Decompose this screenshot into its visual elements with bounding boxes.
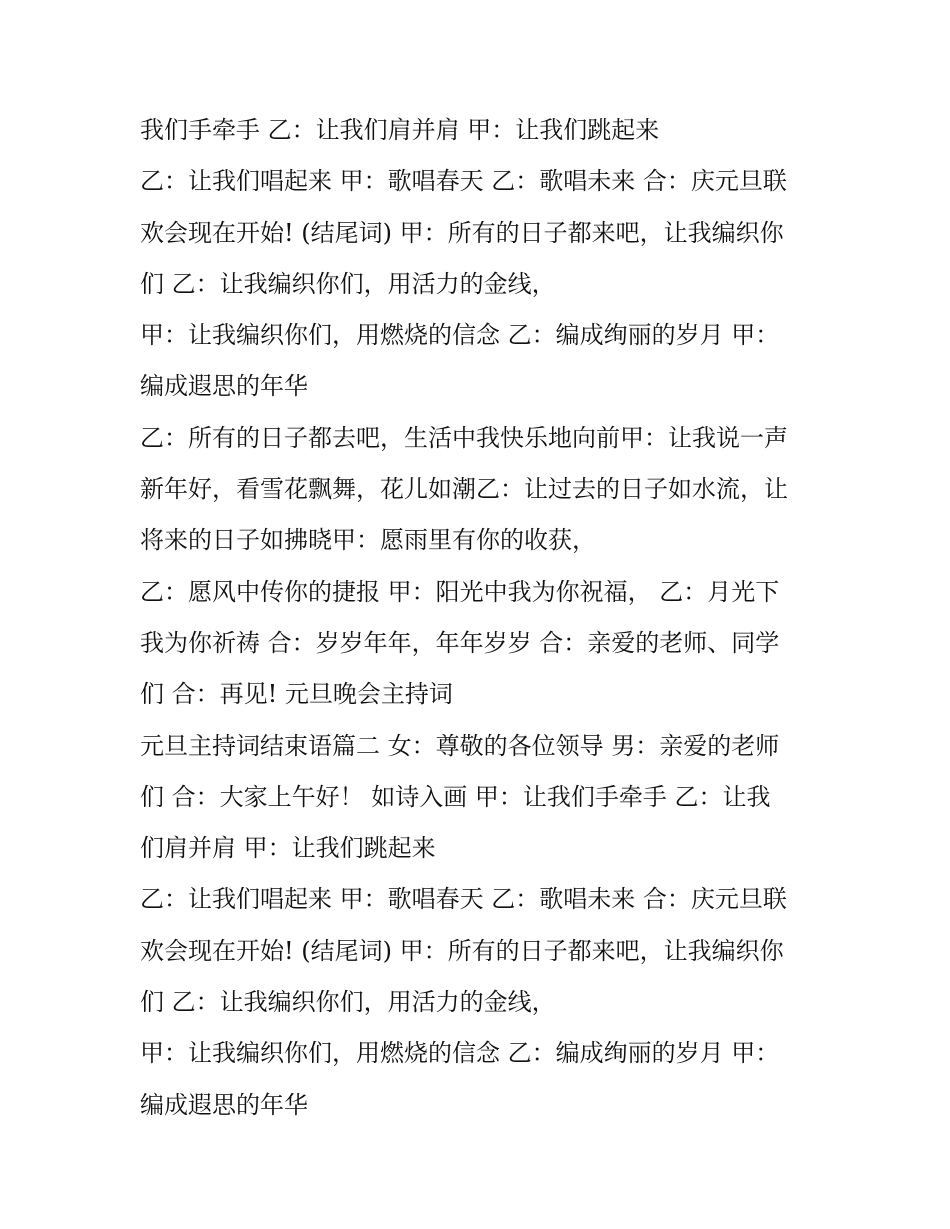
text-line: 们 乙：让我编织你们，用活力的金线， <box>140 269 556 298</box>
text-line: 欢会现在开始! (结尾词) 甲：所有的日子都来吧，让我编织你 <box>140 936 784 965</box>
document-body <box>140 110 830 1136</box>
text-line: 甲：让我编织你们，用燃烧的信念 乙：编成绚丽的岁月 甲： <box>140 1039 780 1068</box>
text-line: 乙：所有的日子都去吧，生活中我快乐地向前甲：让我说一声 <box>140 423 788 452</box>
text-line: 们 合：大家上午好！ 如诗入画 甲：让我们手牵手 乙：让我 <box>140 782 771 811</box>
text-line: 我们手牵手 乙：让我们肩并肩 甲：让我们跳起来 <box>140 116 660 144</box>
text-line: 将来的日子如拂晓甲：愿雨里有你的收获， <box>140 526 596 555</box>
text-line: 甲：让我编织你们，用燃烧的信念 乙：编成绚丽的岁月 甲： <box>140 321 780 350</box>
text-line: 们肩并肩 甲：让我们跳起来 <box>140 834 436 863</box>
text-line: 我为你祈祷 合：岁岁年年，年年岁岁 合：亲爱的老师、同学 <box>140 628 780 657</box>
text-line: 欢会现在开始! (结尾词) 甲：所有的日子都来吧，让我编织你 <box>140 218 784 247</box>
text-line: 元旦主持词结束语篇二 女：尊敬的各位领导 男：亲爱的老师 <box>140 731 780 760</box>
text-line: 们 乙：让我编织你们，用活力的金线， <box>140 988 556 1017</box>
text-line: 乙：愿风中传你的捷报 甲：阳光中我为你祝福， 乙：月光下 <box>140 577 780 606</box>
text-line: 编成遐思的年华 <box>140 372 308 401</box>
text-line: 乙：让我们唱起来 甲：歌唱春天 乙：歌唱未来 合：庆元旦联 <box>140 885 787 914</box>
text-line: 新年好，看雪花飘舞，花儿如潮乙：让过去的日子如水流，让 <box>140 475 788 504</box>
text-line: 编成遐思的年华 <box>140 1090 308 1119</box>
text-line: 乙：让我们唱起来 甲：歌唱春天 乙：歌唱未来 合：庆元旦联 <box>140 167 787 196</box>
text-line: 们 合：再见! 元旦晚会主持词 <box>140 680 453 709</box>
